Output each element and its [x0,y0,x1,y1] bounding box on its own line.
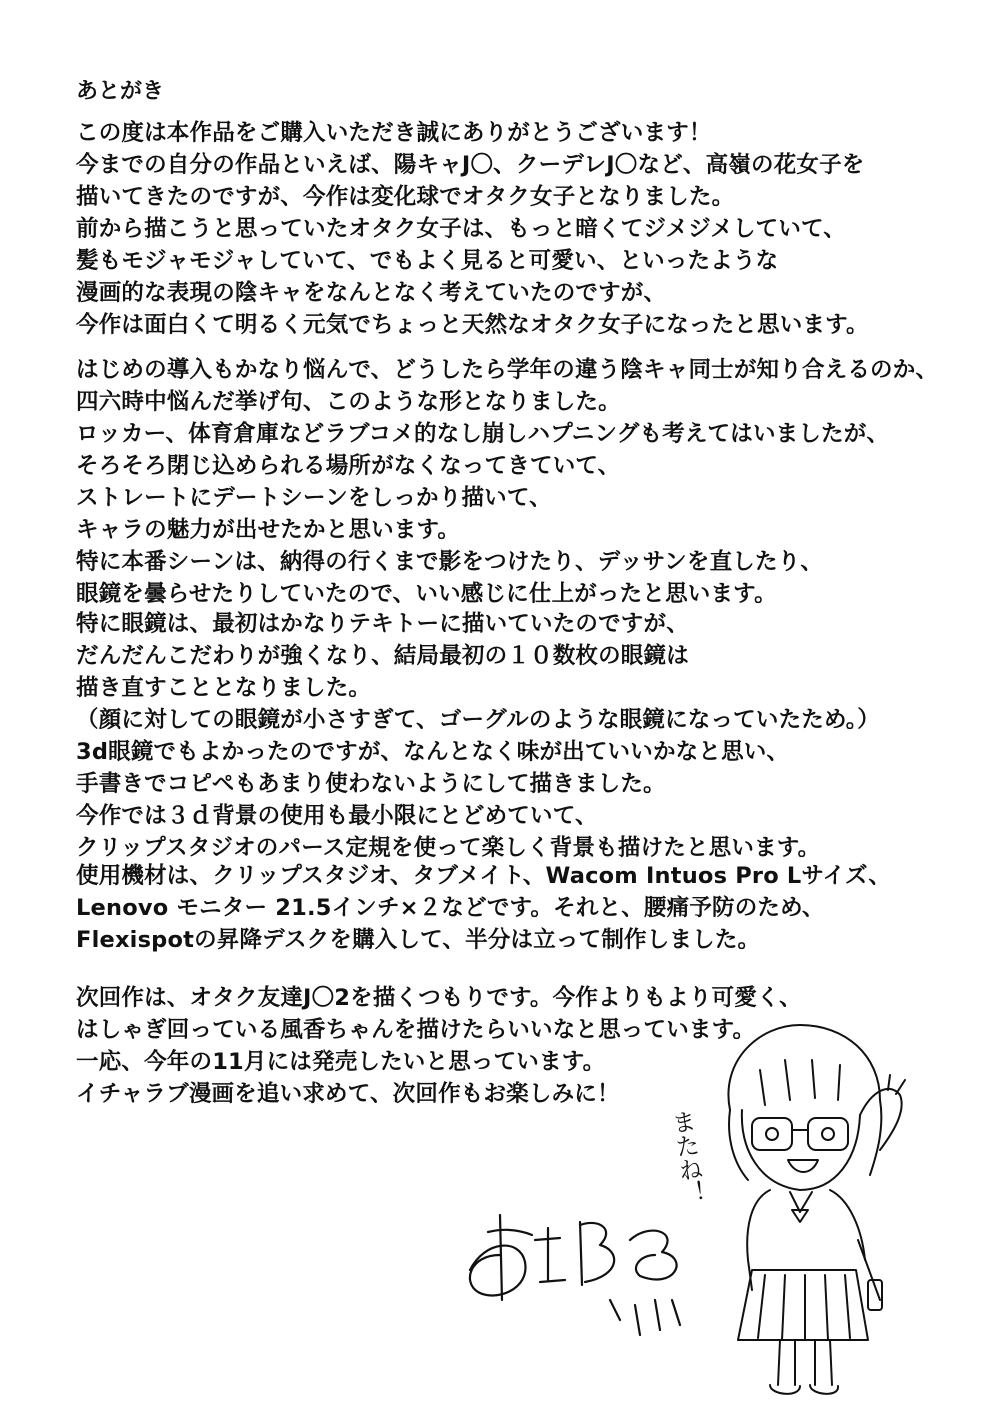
text-line: はしゃぎ回っている風香ちゃんを描けたらいいなと思っています。 [76,1017,756,1043]
text-line: 前から描こうと思っていたオタク女子は、もっと暗くてジメジメしていて、 [76,216,847,242]
text-line: 描き直すこととなりました。 [76,675,372,701]
text-line: ストレートにデートシーンをしっかり描いて、 [76,485,552,511]
text-line: 四六時中悩んだ挙げ句、このような形となりました。 [76,389,621,415]
text-line: この度は本作品をご購入いただき誠にありがとうございます！ [76,120,712,146]
text-line: 漫画的な表現の陰キャをなんとなく考えていたのですが、 [76,280,667,306]
text-line: 3d眼鏡でもよかったのですが、なんとなく味が出ていいかなと思い、 [76,739,790,765]
text-line: 髪もモジャモジャしていて、でもよく見ると可愛い、といったような [76,248,779,274]
text-line: 使用機材は、クリップスタジオ、タブメイト、Wacom Intuos Pro Lサイズ、 [76,863,892,889]
text-line: ロッカー、体育倉庫などラブコメ的なし崩しハプニングも考えてはいましたが、 [76,421,890,447]
paragraph-4 [76,860,891,956]
text-line: 次回作は、オタク友達J〇2を描くつもりです。今作よりもより可愛く、 [76,985,802,1011]
text-line: 手書きでコピペもあまり使わないようにして描きました。 [76,771,666,797]
page-title: あとがき [76,79,165,104]
text-line: （顔に対しての眼鏡が小さすぎて、ゴーグルのような眼鏡になっていたため。） [76,707,880,733]
text-line: クリップスタジオのパース定規を使って楽しく背景も描けたと思います。 [76,835,821,861]
text-line: イチャラブ漫画を追い求めて、次回作もお楽しみに！ [76,1081,620,1107]
text-line: Flexispotの昇降デスクを購入して、半分は立って制作しました。 [76,927,761,953]
text-line: だんだんこだわりが強くなり、結局最初の１０数枚の眼鏡は [76,643,689,669]
text-line: そろそろ閉じ込められる場所がなくなってきていて、 [76,453,621,479]
paragraph-2 [76,354,938,610]
text-line: 特に眼鏡は、最初はかなりテキトーに描いていたのですが、 [76,611,689,637]
text-line: 今までの自分の作品といえば、陽キャJ〇、クーデレJ〇など、高嶺の花女子を [76,152,865,178]
text-line: 眼鏡を曇らせたりしていたので、いい感じに仕上がったと思います。 [76,581,777,607]
paragraph-5 [76,982,802,1110]
paragraph-3 [76,608,880,864]
text-line: Lenovo モニター 21.5インチ×２などです。それと、腰痛予防のため、 [76,895,825,921]
paragraph-1 [76,117,869,341]
text-line: 特に本番シーンは、納得の行くまで影をつけたり、デッサンを直したり、 [76,549,824,575]
text-line: 描いてきたのですが、今作は変化球でオタク女子となりました。 [76,184,735,210]
text-line: はじめの導入もかなり悩んで、どうしたら学年の違う陰キャ同士が知り合えるのか、 [76,357,939,383]
text-line: 今作は面白くて明るく元気でちょっと天然なオタク女子になったと思います。 [76,312,869,338]
text-line: 一応、今年の11月には発売したいと思っています。 [76,1049,606,1075]
speech-text: またね！ [666,1108,708,1208]
text-line: キャラの魅力が出せたかと思います。 [76,517,461,543]
text-line: 今作では３ｄ背景の使用も最小限にとどめていて、 [76,803,598,829]
signature-icon [470,1215,680,1335]
